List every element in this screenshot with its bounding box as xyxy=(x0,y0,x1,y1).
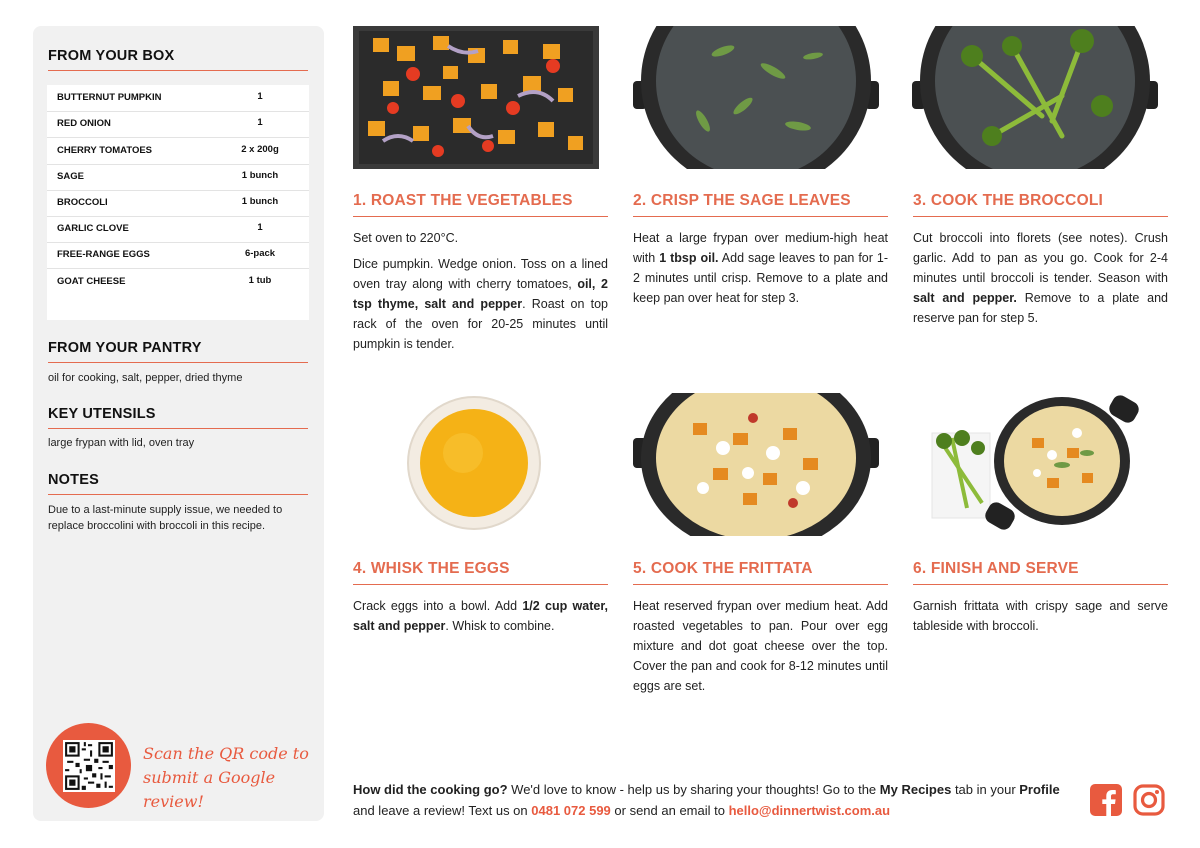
step-4-title: 4. WHISK THE EGGS xyxy=(353,560,510,577)
ingredient-qty: 1 bunch xyxy=(241,196,279,207)
qr-badge xyxy=(46,723,131,808)
ingredient-qty: 1 tub xyxy=(248,275,272,286)
text-span: We'd love to know - help us by sharing your thoughts! Go to the xyxy=(507,782,880,797)
ingredients-table xyxy=(47,85,309,320)
bold-text: 1/2 cup water, salt and pepper xyxy=(353,599,608,633)
step-1-text xyxy=(353,228,608,360)
bold-text: salt and pepper. xyxy=(913,291,1017,305)
step-5-text: Heat reserved frypan over medium heat. Add roasted vegetables to pan. Pour over egg mixture and dot goat cheese over the top. Cover the pan and cook for 8-12 minutes until eggs are set. xyxy=(633,599,888,693)
table-row xyxy=(47,216,309,243)
utensils-text: large frypan with lid, oven tray xyxy=(48,437,195,449)
step-5-title: 5. COOK THE FRITTATA xyxy=(633,560,813,577)
step-1-para: Set oven to 220°C. xyxy=(353,231,459,245)
ingredient-name: BUTTERNUT PUMPKIN xyxy=(57,92,162,103)
text-span: and leave a review! Text us on xyxy=(353,803,532,818)
ingredient-qty: 2 x 200g xyxy=(241,144,279,155)
table-row xyxy=(47,85,309,112)
ingredient-qty: 1 xyxy=(257,91,263,102)
ingredient-qty: 1 bunch xyxy=(241,170,279,181)
broccoli-pan-photo xyxy=(912,26,1158,169)
text-span: . Whisk to combine. xyxy=(445,619,555,633)
text-span: Crack eggs into a bowl. Add xyxy=(353,599,523,613)
ingredient-name: CHERRY TOMATOES xyxy=(57,145,153,156)
table-row xyxy=(47,190,309,217)
phone-link[interactable]: 0481 072 599 xyxy=(531,803,611,818)
table-row xyxy=(47,269,309,295)
text-span: . Roast on top rack of the oven for 20-25 minutes until pumpkin is tender. xyxy=(353,297,608,351)
divider xyxy=(913,584,1168,585)
text-span: Remove to a plate and reserve pan for step 5. xyxy=(913,291,1168,325)
profile-link[interactable]: Profile xyxy=(1019,782,1060,797)
instagram-icon[interactable] xyxy=(1133,784,1165,816)
ingredient-name: RED ONION xyxy=(57,118,111,129)
from-your-box-title: FROM YOUR BOX xyxy=(48,48,175,64)
divider xyxy=(48,494,308,495)
footer-question: How did the cooking go? xyxy=(353,782,508,797)
email-link[interactable]: hello@dinnertwist.com.au xyxy=(728,803,891,818)
step-1-title: 1. ROAST THE VEGETABLES xyxy=(353,192,573,209)
table-row xyxy=(47,138,309,165)
ingredients-sidebar xyxy=(33,26,324,821)
ingredient-qty: 1 xyxy=(257,222,263,233)
key-utensils-title: KEY UTENSILS xyxy=(48,406,156,422)
ingredient-name: BROCCOLI xyxy=(57,197,108,208)
qr-caption-line: Scan the QR code to xyxy=(143,744,309,763)
ingredient-qty: 6-pack xyxy=(244,248,276,259)
ingredient-qty: 1 xyxy=(257,117,263,128)
bold-text: oil, 2 tsp thyme, salt and pepper xyxy=(353,277,608,311)
frittata-pan-photo xyxy=(633,393,879,536)
divider xyxy=(48,362,308,363)
step-1-para xyxy=(353,254,608,354)
divider xyxy=(633,216,888,217)
review-footer xyxy=(353,779,1083,821)
step-3-title: 3. COOK THE BROCCOLI xyxy=(913,192,1104,209)
qr-caption-line: submit a Google review! xyxy=(143,768,276,811)
notes-text: Due to a last-minute supply issue, we needed to replace broccolini with broccoli in this recipe. xyxy=(48,504,283,532)
table-row xyxy=(47,242,309,269)
text-span: or send an email to xyxy=(610,803,729,818)
my-recipes-link[interactable]: My Recipes xyxy=(879,782,952,797)
step-3-text xyxy=(913,228,1168,328)
qr-code-icon[interactable] xyxy=(63,740,115,792)
step-6-title: 6. FINISH AND SERVE xyxy=(913,560,1079,577)
text-span: Heat a large frypan over medium-high heat with xyxy=(633,231,888,265)
step-2-title: 2. CRISP THE SAGE LEAVES xyxy=(633,192,851,209)
bold-text: 1 tbsp oil. xyxy=(659,251,719,265)
step-4-text xyxy=(353,596,608,636)
sage-pan-photo xyxy=(633,26,879,169)
notes-title: NOTES xyxy=(48,472,99,488)
divider xyxy=(353,216,608,217)
ingredient-name: SAGE xyxy=(57,171,84,182)
text-span: tab in your xyxy=(951,782,1020,797)
table-row xyxy=(47,164,309,191)
roast-vegetables-photo xyxy=(353,26,599,169)
step-2-text xyxy=(633,228,888,308)
divider xyxy=(353,584,608,585)
ingredient-name: GOAT CHEESE xyxy=(57,276,126,287)
facebook-icon[interactable] xyxy=(1090,784,1122,816)
text-span: Dice pumpkin. Wedge onion. Toss on a lined oven tray along with cherry tomatoes, xyxy=(353,257,608,291)
text-span: Add sage leaves to pan for 1-2 minutes until crisp. Remove to a plate and keep pan over heat for step 3. xyxy=(633,251,888,305)
ingredient-name: GARLIC CLOVE xyxy=(57,223,129,234)
finished-frittata-photo xyxy=(912,393,1158,536)
whisked-eggs-photo xyxy=(353,393,599,536)
divider xyxy=(913,216,1168,217)
pantry-text: oil for cooking, salt, pepper, dried thyme xyxy=(48,372,243,384)
from-your-pantry-title: FROM YOUR PANTRY xyxy=(48,340,202,356)
ingredient-name: FREE-RANGE EGGS xyxy=(57,249,150,260)
divider xyxy=(633,584,888,585)
qr-caption xyxy=(143,742,313,814)
text-span: Cut broccoli into florets (see notes). Crush garlic. Add to pan as you go. Cook for 2-4 minutes until broccoli is tender. Season with xyxy=(913,231,1168,285)
table-row xyxy=(47,111,309,138)
divider xyxy=(48,70,308,71)
divider xyxy=(48,428,308,429)
step-6-text: Garnish frittata with crispy sage and serve tableside with broccoli. xyxy=(913,599,1168,633)
